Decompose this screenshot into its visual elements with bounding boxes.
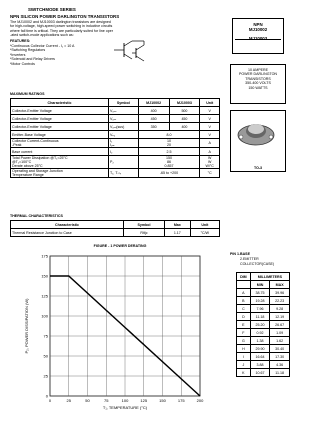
col-header: Unit <box>190 221 219 229</box>
y-tick-label: 0 <box>45 393 48 399</box>
polarity-label: NPN <box>253 22 263 27</box>
thermal-table <box>10 220 220 237</box>
cell: 3.88 <box>250 361 270 369</box>
cell: I <box>237 353 251 361</box>
cell: V₁ₑₒ(sus) <box>109 123 139 131</box>
cell: Thermal Resistance Junction to Case <box>11 229 124 237</box>
cell: °C/W <box>190 229 219 237</box>
part-number-2: MJ10003 <box>248 36 268 42</box>
to3-package-icon <box>231 111 285 161</box>
feature-item: *Motor Controls <box>10 61 35 66</box>
x-tick-label: 175 <box>177 398 185 403</box>
cell: 39.96 <box>270 289 290 297</box>
cell: Collector-Emitter Voltage <box>11 107 109 115</box>
table-row <box>11 139 220 148</box>
cell: V₁ₑᵥ <box>109 115 139 123</box>
pin-note: PIN 1.BASE <box>230 252 250 256</box>
table-row <box>11 123 220 131</box>
col-header: Characteristic <box>11 99 109 107</box>
max-ratings-title: MAXIMUM RATINGS <box>10 92 45 96</box>
cell: F <box>237 329 251 337</box>
desc-line: The MJ10002 and MJ10003 darlington transistors are designed <box>10 20 111 24</box>
table-row <box>237 305 290 313</box>
table-row <box>11 229 220 237</box>
col-header: MJ10003 <box>169 99 200 107</box>
cell: 9.28 <box>270 305 290 313</box>
max-ratings-table <box>10 98 220 178</box>
cell: 17.30 <box>270 353 290 361</box>
cell: D <box>237 313 251 321</box>
x-tick-label: 75 <box>104 398 109 403</box>
cell: Operating and Storage Junction Temperature Range <box>11 169 109 178</box>
darlington-schematic-icon <box>112 36 152 64</box>
table-row <box>237 345 290 353</box>
col-header: MILLIMETERS <box>250 273 289 281</box>
part-number-1: MJ10002 <box>248 27 268 33</box>
cell: 450 <box>169 115 200 123</box>
cell: 350 <box>138 123 169 131</box>
cell: A <box>237 289 251 297</box>
cell: G <box>237 337 251 345</box>
cell: Collector Current-Continuous -Peak <box>11 139 109 148</box>
col-header: Symbol <box>109 99 139 107</box>
cell: Emitter-Base Voltage <box>11 131 109 139</box>
cell: A <box>200 139 220 148</box>
col-header: Characteristic <box>11 221 124 229</box>
x-axis-label: T₁, TEMPERATURE (°C) <box>102 405 148 410</box>
cell: 500 <box>169 107 200 115</box>
package-image-box <box>230 110 286 172</box>
package-label: TO-3 <box>253 166 263 170</box>
cell: E <box>237 321 251 329</box>
cell: W W W/°C <box>200 156 220 169</box>
x-tick-label: 0 <box>48 398 52 403</box>
cell: 10.67 <box>250 369 270 377</box>
cell: 29.90 <box>250 345 270 353</box>
table-row <box>237 321 290 329</box>
y-tick-label: 100 <box>41 313 48 319</box>
col-header: Symbol <box>124 221 165 229</box>
description <box>10 20 180 38</box>
table-row <box>11 169 220 178</box>
table-row <box>237 329 290 337</box>
spec-line: TRANSISTORS <box>245 76 271 81</box>
cell: 11.18 <box>250 313 270 321</box>
doc-title: NPN SILICON POWER DARLINGTON TRANSISTORS <box>10 14 120 19</box>
table-header-row <box>11 99 220 107</box>
cell: °C <box>200 169 220 178</box>
cell: 1.38 <box>250 337 270 345</box>
table-row <box>11 107 220 115</box>
y-tick-label: 50 <box>43 353 48 359</box>
col-header: MIN <box>250 281 270 289</box>
cell: 11.18 <box>270 369 290 377</box>
dimensions-table <box>236 272 290 377</box>
cell: J <box>237 361 251 369</box>
cell: 0.92 <box>250 329 270 337</box>
desc-line: for high-voltage, high-speed power switching in inductive circuits <box>10 24 113 29</box>
desc-line: where fall time is critical. They are particularly suited for line oper <box>10 28 113 33</box>
x-tick-label: 200 <box>196 398 204 403</box>
thermal-title: THERMAL CHARACTERISTICS <box>10 214 63 218</box>
table-header-row <box>237 281 290 289</box>
cell: Collector-Emitter Voltage <box>11 115 109 123</box>
feature-item: *Continuous Collector Current - I₁ = 10 A <box>10 44 75 48</box>
cell: I₁ I₁ₘ <box>109 139 139 148</box>
spec-line: 350-400 VOLTS <box>245 81 271 86</box>
spec-summary-box <box>230 64 286 104</box>
cell: 1.09 <box>270 329 290 337</box>
cell: 12.19 <box>270 313 290 321</box>
cell: 450 <box>138 115 169 123</box>
x-tick-label: 25 <box>66 398 71 403</box>
feature-item: *Inverters <box>10 52 26 57</box>
cell: V <box>200 131 220 139</box>
cell: H <box>237 345 251 353</box>
cell: V₁ₑₒ <box>109 107 139 115</box>
cell: T₁, Tₛₜᵧ <box>109 169 139 178</box>
cell: V <box>200 107 220 115</box>
pin-note: 2.EMITTER <box>240 257 259 261</box>
table-header-row <box>237 273 290 281</box>
cell: 150 86 0.857 <box>138 156 200 169</box>
figure-title: FIGURE - 1 POWER DERATING <box>93 244 147 248</box>
cell: 38.75 <box>250 289 270 297</box>
table-row <box>237 369 290 377</box>
cell: 22.23 <box>270 297 290 305</box>
table-row <box>237 313 290 321</box>
features-list <box>10 44 74 66</box>
cell: 400 <box>169 123 200 131</box>
spec-line: 10 AMPERE <box>248 68 268 72</box>
cell: 25.20 <box>250 321 270 329</box>
cell: V <box>200 115 220 123</box>
table-row <box>11 156 220 169</box>
col-header: DIM <box>237 273 251 281</box>
cell: 400 <box>138 107 169 115</box>
table-row <box>11 148 220 156</box>
cell: Vₑ₂ <box>109 131 139 139</box>
x-tick-label: 150 <box>159 398 166 403</box>
spec-line: 150 WATTS <box>248 85 268 90</box>
table-header-row <box>11 221 220 229</box>
cell: 1.62 <box>270 337 290 345</box>
desc-line: -ated switch-mode applications such as: <box>10 33 74 38</box>
cell: 30.40 <box>270 345 290 353</box>
cell: B <box>237 297 251 305</box>
cell: K <box>237 369 251 377</box>
cell: 8.0 <box>138 131 200 139</box>
cell: Rθjc <box>124 229 165 237</box>
y-tick-label: 75 <box>43 333 48 339</box>
y-tick-label: 175 <box>41 253 48 259</box>
cell: 16.64 <box>250 353 270 361</box>
cell: P₂ <box>109 156 139 169</box>
col-header: Max <box>165 221 191 229</box>
features-title: FEATURES: <box>10 39 31 43</box>
feature-item: *Solenoid and Relay Drivers <box>10 57 55 62</box>
y-tick-label: 25 <box>43 373 48 379</box>
cell: I₂ <box>109 148 139 156</box>
x-tick-label: 100 <box>121 398 129 403</box>
cell: Collector-Emitter Voltage <box>11 123 109 131</box>
table-row <box>237 289 290 297</box>
spec-line: POWER DARLINGTON <box>238 72 278 77</box>
cell: 7.96 <box>250 305 270 313</box>
cell: 2.5 <box>138 148 200 156</box>
table-row <box>11 115 220 123</box>
power-derating-chart <box>20 250 210 420</box>
cell: Base current <box>11 148 109 156</box>
cell: 26.67 <box>270 321 290 329</box>
cell: Total Power Dissipation @T₁=25°C @T₁=100°C Derate above 25°C <box>11 156 109 169</box>
table-row <box>237 353 290 361</box>
col-header: Unit <box>200 99 220 107</box>
col-header: MJ10002 <box>138 99 169 107</box>
feature-item: *Switching Regulators <box>10 48 46 53</box>
y-tick-label: 150 <box>41 273 48 279</box>
table-row <box>11 131 220 139</box>
cell: 1.17 <box>165 229 191 237</box>
y-axis-label: P₂, POWER DISSIPATION (W) <box>24 298 29 354</box>
pin-note: COLLECTOR(CASE) <box>240 262 275 266</box>
part-number-box <box>232 18 284 54</box>
cell: V <box>200 123 220 131</box>
cell: A <box>200 148 220 156</box>
x-tick-label: 50 <box>85 398 90 403</box>
cell: -65 to +200 <box>138 169 200 178</box>
cell: 10 20 <box>138 139 200 148</box>
table-row <box>237 297 290 305</box>
y-tick-label: 125 <box>41 293 48 299</box>
col-header: MAX <box>270 281 290 289</box>
x-tick-label: 125 <box>140 398 148 403</box>
cell: 19.28 <box>250 297 270 305</box>
cell: 4.36 <box>270 361 290 369</box>
series-label: SWITCHMODE SERIES <box>28 7 76 12</box>
cell: C <box>237 305 251 313</box>
table-row <box>237 337 290 345</box>
table-row <box>237 361 290 369</box>
